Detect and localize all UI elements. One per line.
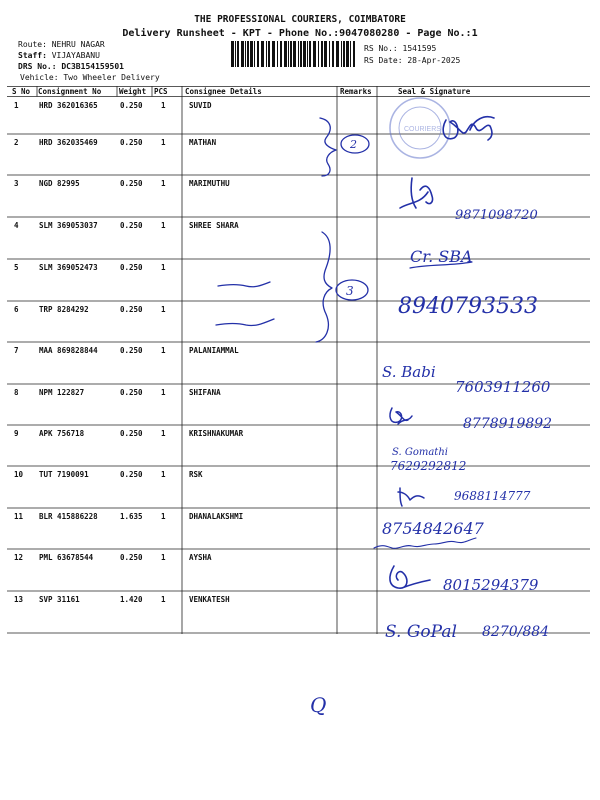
row-consignment-no: MAA 869828844 xyxy=(39,346,98,355)
row-consignee: MARIMUTHU xyxy=(189,179,230,188)
row-sno: 7 xyxy=(14,346,19,355)
phone-row-12: 8015294379 xyxy=(443,576,539,594)
route-line xyxy=(18,40,105,49)
row-weight: 0.250 xyxy=(120,221,143,230)
row-consignment-no: APK 756718 xyxy=(39,429,85,438)
row-consignment-no: SVP 31161 xyxy=(39,595,80,604)
row-sno: 4 xyxy=(14,221,19,230)
row-pcs: 1 xyxy=(161,512,166,521)
row-weight: 0.250 xyxy=(120,263,143,272)
row-consignment-no: PML 63678544 xyxy=(39,553,94,562)
row-consignment-no: HRD 362035469 xyxy=(39,138,98,147)
row-pcs: 1 xyxy=(161,138,166,147)
row-weight: 0.250 xyxy=(120,305,143,314)
row-sno: 8 xyxy=(14,388,19,397)
staff-label: Staff: xyxy=(18,51,47,60)
row-weight: 0.250 xyxy=(120,429,143,438)
phone-row-11: 8754842647 xyxy=(382,519,484,538)
signature-row-9: S. Gomathi xyxy=(392,447,448,458)
remark-3: 3 xyxy=(346,284,354,298)
row-pcs: 1 xyxy=(161,346,166,355)
route-value: NEHRU NAGAR xyxy=(51,40,105,49)
row-pcs: 1 xyxy=(161,429,166,438)
signature-row-13: S. GoPal xyxy=(385,622,457,642)
row-consignment-no: TUT 7190091 xyxy=(39,470,89,479)
row-consignee: MATHAN xyxy=(189,138,217,147)
row-weight: 0.250 xyxy=(120,101,143,110)
phone-row-10: 9688114777 xyxy=(454,489,531,503)
row-sno: 9 xyxy=(14,429,19,438)
row-consignee: KRISHNAKUMAR xyxy=(189,429,244,438)
rs-no-line xyxy=(364,44,436,53)
row-sno: 3 xyxy=(14,179,19,188)
row-sno: 5 xyxy=(14,263,19,272)
route-label: Route: xyxy=(18,40,47,49)
vehicle-line xyxy=(20,73,160,82)
row-sno: 6 xyxy=(14,305,19,314)
row-consignee: SHIFANA xyxy=(189,388,221,397)
row-consignee: PALANIAMMAL xyxy=(189,346,239,355)
phone-row-9: 7629292812 xyxy=(390,459,467,473)
staff-line xyxy=(18,51,100,60)
row-consignment-no: NPM 122827 xyxy=(39,388,85,397)
row-consignee: SUVID xyxy=(189,101,212,110)
row-consignee: SHREE SHARA xyxy=(189,221,239,230)
row-consignee: RSK xyxy=(189,470,203,479)
drs-label: DRS No.: xyxy=(18,62,57,71)
bottom-mark: Q xyxy=(310,693,327,717)
row-sno: 2 xyxy=(14,138,19,147)
row-sno: 11 xyxy=(14,512,24,521)
row-consignment-no: HRD 362016365 xyxy=(39,101,98,110)
row-pcs: 1 xyxy=(161,179,166,188)
rs-date-value: 28-Apr-2025 xyxy=(407,56,461,65)
row-pcs: 1 xyxy=(161,101,166,110)
phone-row-13: 8270/884 xyxy=(482,624,550,640)
runsheet-subtitle: Delivery Runsheet - KPT - Phone No.:9047080280 - Page No.:1 xyxy=(122,28,478,39)
header-remarks: Remarks xyxy=(340,87,372,96)
row-weight: 1.635 xyxy=(120,512,143,521)
header-sno: S No xyxy=(12,87,31,96)
row-consignment-no: NGD 82995 xyxy=(39,179,80,188)
row-weight: 0.250 xyxy=(120,346,143,355)
header-weight: Weight xyxy=(119,87,147,96)
drs-value: DC3B154159501 xyxy=(61,62,124,71)
drs-line xyxy=(18,62,124,71)
row-consignment-no: SLM 369052473 xyxy=(39,263,98,272)
stamp-text: COURIERS xyxy=(404,126,441,133)
staff-value: VIJAYABANU xyxy=(51,51,100,60)
row-weight: 0.250 xyxy=(120,138,143,147)
rs-no-value: 1541595 xyxy=(402,44,437,53)
row-pcs: 1 xyxy=(161,595,166,604)
row-pcs: 1 xyxy=(161,263,166,272)
row-pcs: 1 xyxy=(161,305,166,314)
remark-2: 2 xyxy=(350,138,357,151)
rs-date-label: RS Date: xyxy=(364,56,403,65)
row-weight: 0.250 xyxy=(120,179,143,188)
row-weight: 1.420 xyxy=(120,595,143,604)
phone-row-7: 7603911260 xyxy=(455,378,551,396)
vehicle-label: Vehicle: xyxy=(20,73,59,82)
phone-row-8: 8778919892 xyxy=(463,416,553,432)
rs-date-line xyxy=(364,56,460,65)
header-pcs: PCS xyxy=(154,87,168,96)
row-pcs: 1 xyxy=(161,221,166,230)
row-weight: 0.250 xyxy=(120,553,143,562)
phone-row-5: 8940793533 xyxy=(398,294,538,319)
row-consignee: VENKATESH xyxy=(189,595,230,604)
signature-row-7: S. Babi xyxy=(382,363,436,381)
header-seal-signature: Seal & Signature xyxy=(398,87,471,96)
header-consignee: Consignee Details xyxy=(185,87,262,96)
barcode xyxy=(230,41,356,67)
row-consignment-no: SLM 369053037 xyxy=(39,221,98,230)
row-weight: 0.250 xyxy=(120,388,143,397)
header-consignment: Consignment No xyxy=(38,87,102,96)
row-pcs: 1 xyxy=(161,470,166,479)
row-consignee: DHANALAKSHMI xyxy=(189,512,244,521)
row-consignee: AYSHA xyxy=(189,553,212,562)
row-sno: 13 xyxy=(14,595,24,604)
company-title: THE PROFESSIONAL COURIERS, COIMBATORE xyxy=(194,14,406,25)
row-consignment-no: TRP 8284292 xyxy=(39,305,89,314)
row-sno: 12 xyxy=(14,553,24,562)
table-grid xyxy=(7,86,590,634)
signature-row-4: Cr. SBA xyxy=(410,247,473,266)
row-pcs: 1 xyxy=(161,553,166,562)
row-weight: 0.250 xyxy=(120,470,143,479)
phone-row-3: 9871098720 xyxy=(455,208,538,223)
vehicle-value: Two Wheeler Delivery xyxy=(63,73,160,82)
row-pcs: 1 xyxy=(161,388,166,397)
row-sno: 1 xyxy=(14,101,19,110)
row-consignment-no: BLR 415886228 xyxy=(39,512,98,521)
rs-no-label: RS No.: xyxy=(364,44,398,53)
row-sno: 10 xyxy=(14,470,24,479)
